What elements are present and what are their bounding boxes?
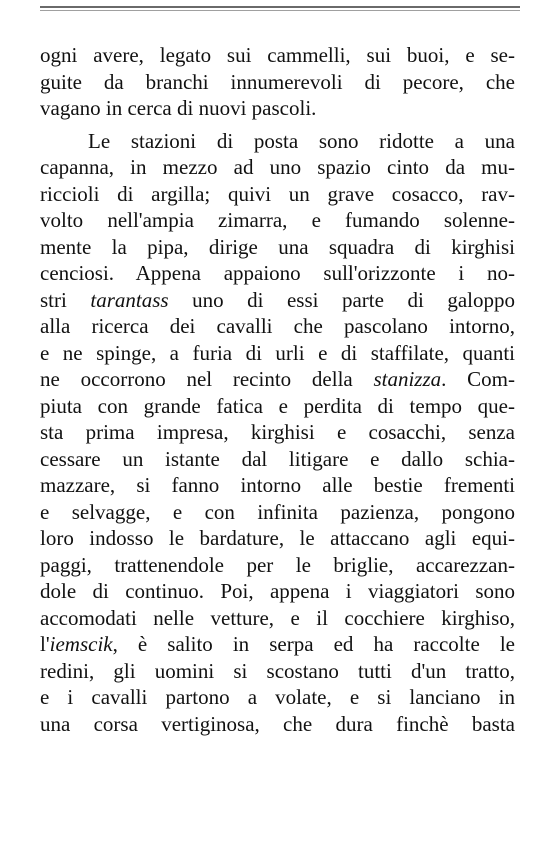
italic-term-tarantass: tarantass [90, 287, 169, 312]
text-line: accomodati nelle vetture, e il cocchiere kirghiso, [40, 605, 515, 630]
text-line: e ne spinge, a furia di urli e di staffilate, quanti [40, 340, 515, 365]
text-line: piuta con grande fatica e perdita di tempo que- [40, 393, 515, 418]
text-line: riccioli di argilla; quivi un grave cosacco, rav- [40, 181, 515, 206]
text-line: loro indosso le bardature, le attaccano agli equi- [40, 526, 515, 550]
text-run: uno di essi parte di galoppo [168, 287, 515, 312]
text-run: . Com- [441, 367, 515, 391]
text-line [40, 366, 515, 393]
page-body [40, 42, 515, 737]
paragraph-1 [40, 42, 515, 122]
text-line: cenciosi. Appena appaiono sull'orizzonte i no- [40, 261, 515, 285]
text-line: e selvagge, e con infinita pazienza, pongono [40, 499, 515, 524]
top-rule-secondary [40, 10, 520, 11]
italic-term-iemscik: iemscik [49, 632, 113, 656]
text-line: guite da branchi innumerevoli di pecore, che [40, 69, 515, 94]
text-line [40, 287, 515, 314]
text-line: cessare un istante dal litigare e dallo schia- [40, 446, 515, 471]
text-line: volto nell'ampia zimarra, e fumando solenne- [40, 208, 515, 232]
text-run: l' [40, 632, 50, 656]
text-run: , è salito in serpa ed ha raccolte le [112, 632, 515, 656]
text-line: capanna, in mezzo ad uno spazio cinto da mu- [40, 155, 515, 179]
text-line [40, 631, 515, 658]
text-line: Le stazioni di posta sono ridotte a una [88, 128, 515, 153]
text-line: paggi, trattenendole per le briglie, accarezzan- [40, 552, 515, 577]
text-line: una corsa vertiginosa, che dura finchè basta [40, 711, 515, 736]
text-run: stri [40, 287, 91, 312]
text-line: vagano in cerca di nuovi pascoli. [40, 96, 317, 120]
text-line: mazzare, si fanno intorno alle bestie frementi [40, 473, 515, 497]
text-run: ne occorrono nel recinto della [40, 367, 374, 391]
text-line: alla ricerca dei cavalli che pascolano intorno, [40, 314, 515, 338]
text-line: sta prima impresa, kirghisi e cosacchi, senza [40, 420, 515, 444]
text-line: e i cavalli partono a volate, e si lanciano in [40, 685, 515, 709]
text-line: mente la pipa, dirige una squadra di kirghisi [40, 234, 515, 259]
top-rule [40, 6, 520, 8]
text-line: dole di continuo. Poi, appena i viaggiatori sono [40, 579, 515, 603]
paragraph-2 [40, 128, 515, 738]
text-line: redini, gli uomini si scostano tutti d'un tratto, [40, 658, 515, 683]
italic-term-stanizza: stanizza [373, 367, 442, 391]
text-line: ogni avere, legato sui cammelli, sui buoi, e se- [40, 43, 515, 67]
